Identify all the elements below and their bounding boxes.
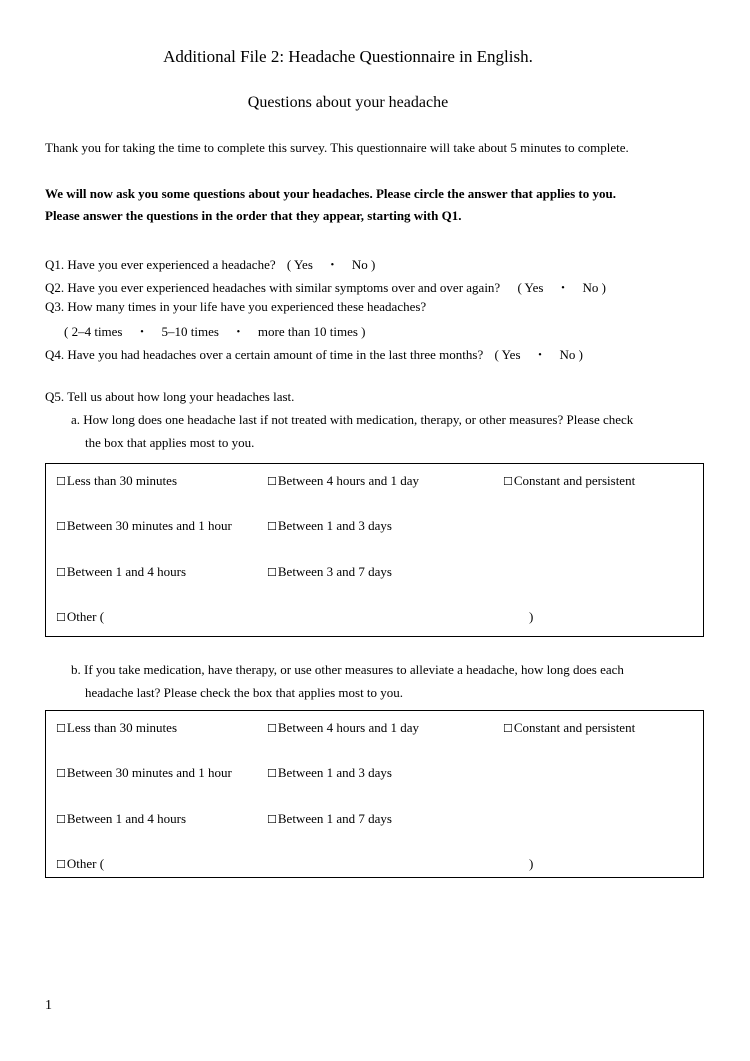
q5a-line-1: a. How long does one headache last if not treated with medication, therapy, or other measures? Please check: [71, 412, 634, 427]
checkbox-icon[interactable]: ☐: [267, 722, 277, 735]
option-label: Between 4 hours and 1 day: [277, 720, 420, 735]
checkbox-icon[interactable]: ☐: [503, 722, 513, 735]
section-title: Questions about your headache: [247, 94, 449, 111]
option-label: Between 1 and 3 days: [277, 518, 392, 533]
option-30-minutes-to-1-hour[interactable]: [56, 518, 232, 534]
option-label: Between 30 minutes and 1 hour: [66, 765, 232, 780]
checkbox-icon[interactable]: ☐: [56, 475, 66, 488]
document-title: Additional File 2: Headache Questionnaire in English.: [163, 47, 533, 66]
option-1-to-3-days[interactable]: [267, 518, 392, 534]
q5a-line-2: the box that applies most to you.: [85, 435, 255, 450]
other-close-paren: ): [529, 609, 534, 624]
q3-options[interactable]: ( 2–4 times ・ 5–10 times ・ more than 10 times ): [64, 324, 366, 339]
checkbox-icon[interactable]: ☐: [56, 858, 66, 871]
checkbox-icon[interactable]: ☐: [56, 520, 66, 533]
option-1-to-4-hours[interactable]: [56, 811, 186, 827]
other-close-paren: ): [529, 856, 534, 871]
instruction-line-1: We will now ask you some questions about your headaches. Please circle the answer that applies to you.: [45, 186, 616, 201]
option-4-hours-to-1-day[interactable]: [267, 720, 419, 736]
checkbox-icon[interactable]: ☐: [56, 611, 66, 624]
q4-options[interactable]: ( Yes ・ No ): [494, 347, 583, 362]
option-other[interactable]: [56, 856, 104, 872]
option-constant-persistent[interactable]: [503, 720, 635, 736]
option-label: Between 1 and 4 hours: [66, 811, 187, 826]
option-4-hours-to-1-day[interactable]: [267, 473, 419, 489]
checkbox-icon[interactable]: ☐: [56, 566, 66, 579]
checkbox-icon[interactable]: ☐: [267, 475, 277, 488]
q1-text: Q1. Have you ever experienced a headache?: [45, 257, 276, 272]
option-label: Between 1 and 3 days: [277, 765, 392, 780]
checkbox-icon[interactable]: ☐: [56, 722, 66, 735]
option-label: Between 1 and 4 hours: [66, 564, 187, 579]
option-label: Constant and persistent: [513, 473, 636, 488]
checkbox-icon[interactable]: ☐: [56, 813, 66, 826]
checkbox-icon[interactable]: ☐: [503, 475, 513, 488]
option-1-to-4-hours[interactable]: [56, 564, 186, 580]
option-1-to-3-days[interactable]: [267, 765, 392, 781]
option-label: Between 1 and 7 days: [277, 811, 392, 826]
duration-box-treated: [45, 710, 704, 878]
option-label: Between 3 and 7 days: [277, 564, 392, 579]
option-1-to-7-days[interactable]: [267, 811, 392, 827]
page-number: 1: [45, 998, 52, 1013]
q2-options[interactable]: ( Yes ・ No ): [517, 280, 606, 295]
instruction-line-2: Please answer the questions in the order that they appear, starting with Q1.: [45, 208, 462, 223]
q4-text: Q4. Have you had headaches over a certain amount of time in the last three months?: [45, 347, 484, 362]
q2-text: Q2. Have you ever experienced headaches with similar symptoms over and over again?: [45, 280, 501, 295]
question-q1: [45, 254, 375, 273]
option-less-than-30-minutes[interactable]: [56, 720, 177, 736]
q5b-line-2: headache last? Please check the box that applies most to you.: [85, 685, 404, 700]
duration-box-untreated: [45, 463, 704, 637]
checkbox-icon[interactable]: ☐: [267, 520, 277, 533]
option-less-than-30-minutes[interactable]: [56, 473, 177, 489]
option-other[interactable]: [56, 609, 104, 625]
checkbox-icon[interactable]: ☐: [267, 566, 277, 579]
q3-text: Q3. How many times in your life have you experienced these headaches?: [45, 299, 427, 314]
option-label: Other (: [66, 609, 105, 624]
option-30-minutes-to-1-hour[interactable]: [56, 765, 232, 781]
checkbox-icon[interactable]: ☐: [56, 767, 66, 780]
option-label: Other (: [66, 856, 105, 871]
option-label: Between 4 hours and 1 day: [277, 473, 420, 488]
q5-text: Q5. Tell us about how long your headaches last.: [45, 389, 295, 404]
option-label: Between 30 minutes and 1 hour: [66, 518, 232, 533]
intro-text: Thank you for taking the time to complete this survey. This questionnaire will take about 5 minutes to complete.: [45, 140, 629, 155]
option-3-to-7-days[interactable]: [267, 564, 392, 580]
q1-options[interactable]: ( Yes ・ No ): [286, 257, 376, 272]
option-label: Less than 30 minutes: [66, 473, 178, 488]
question-q2: [45, 277, 606, 296]
question-q4: [45, 344, 583, 363]
option-label: Constant and persistent: [513, 720, 636, 735]
checkbox-icon[interactable]: ☐: [267, 813, 277, 826]
option-label: Less than 30 minutes: [66, 720, 178, 735]
q5b-line-1: b. If you take medication, have therapy, or use other measures to alleviate a headache, how long does each: [71, 662, 624, 677]
checkbox-icon[interactable]: ☐: [267, 767, 277, 780]
option-constant-persistent[interactable]: [503, 473, 635, 489]
